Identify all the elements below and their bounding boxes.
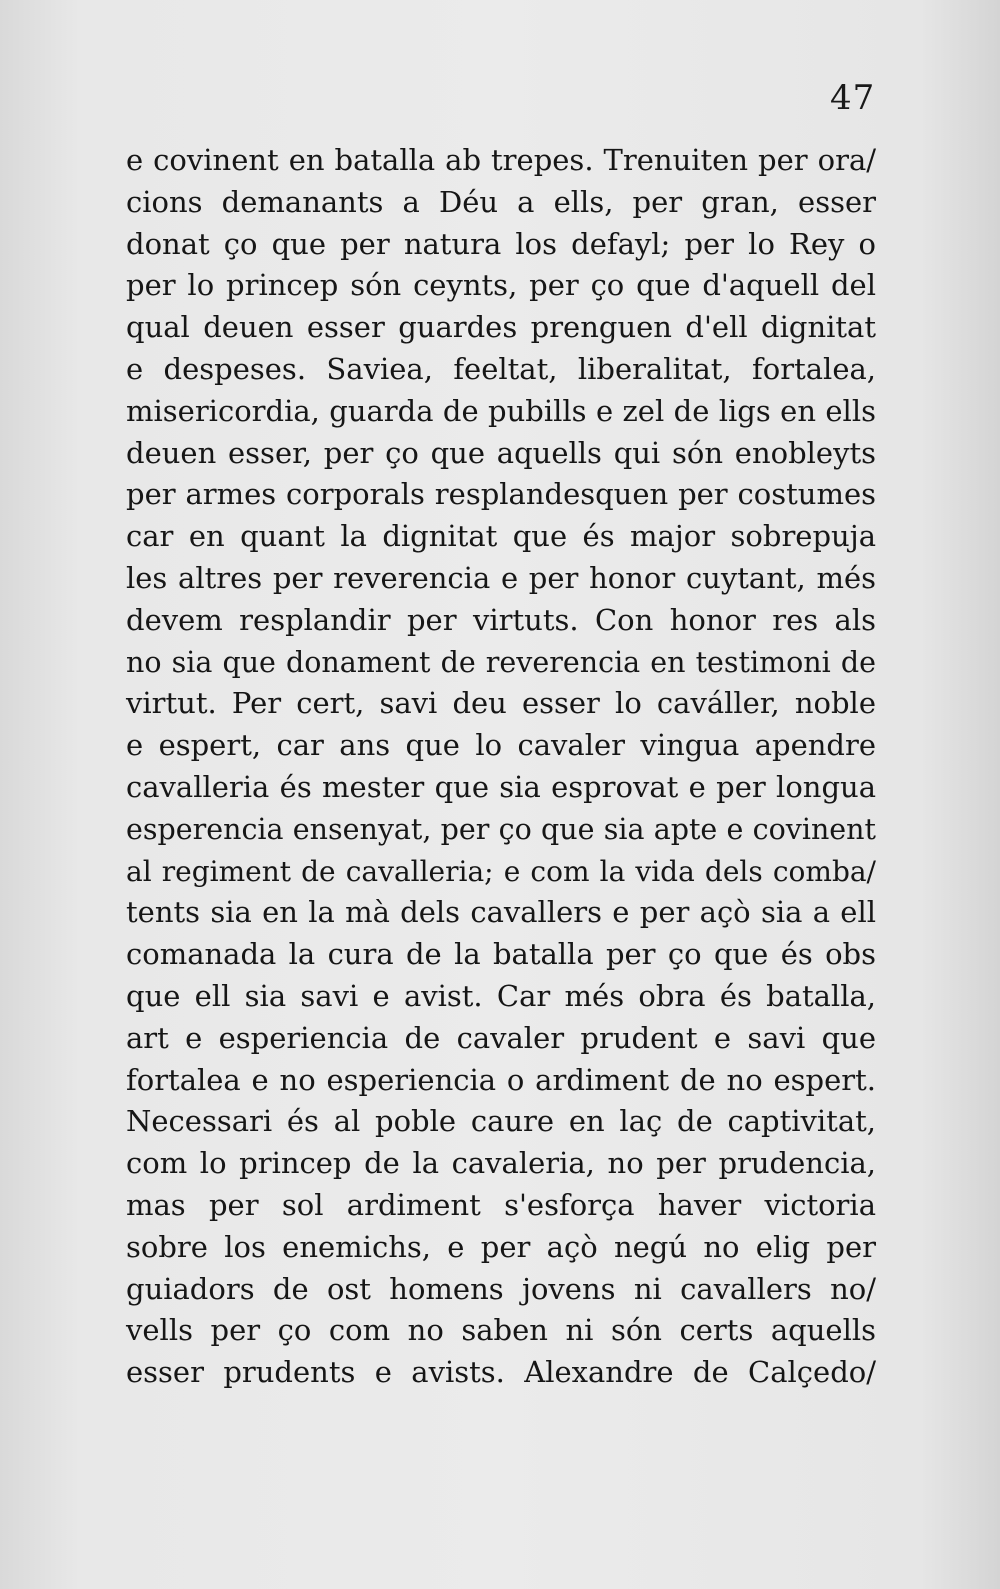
text-line: fortalea e no esperiencia o ardiment de no espert.: [126, 1062, 876, 1097]
text-line: com lo princep de la cavaleria, no per prudencia,: [126, 1146, 876, 1181]
text-line: les altres per reverencia e per honor cuytant, més: [126, 560, 876, 595]
text-line: vells per ço com no saben ni són certs aquells: [126, 1313, 876, 1348]
text-line: per lo princep són ceynts, per ço que d'aquell del: [126, 268, 876, 303]
text-line: donat ço que per natura los defayl; per lo Rey o: [126, 226, 876, 261]
text-line: cions demanants a Déu a ells, per gran, esser: [126, 184, 876, 219]
text-line: car en quant la dignitat que és major sobrepuja: [126, 519, 876, 554]
text-line: art e esperiencia de cavaler prudent e savi que: [126, 1020, 876, 1055]
text-line: e despeses. Saviea, feeltat, liberalitat, fortalea,: [126, 351, 876, 386]
text-line: Necessari és al poble caure en laç de captivitat,: [126, 1104, 876, 1139]
text-line: no sia que donament de reverencia en testimoni de: [126, 645, 876, 679]
body-text: [126, 140, 876, 1394]
text-line: tents sia en la mà dels cavallers e per açò sia a ell: [126, 895, 876, 930]
text-line: e espert, car ans que lo cavaler vingua apendre: [126, 728, 876, 763]
text-line: guiadors de ost homens jovens ni cavallers no/: [126, 1271, 876, 1306]
text-line: deuen esser, per ço que aquells qui són enobleyts: [126, 435, 876, 470]
text-line: que ell sia savi e avist. Car més obra és batalla,: [126, 978, 876, 1013]
text-line: comanada la cura de la batalla per ço que és obs: [126, 937, 876, 972]
page-number: 47: [830, 78, 876, 118]
text-line: cavalleria és mester que sia esprovat e per longua: [126, 769, 876, 804]
text-line: esser prudents e avists. Alexandre de Calçedo/: [126, 1355, 876, 1390]
text-line: sobre los enemichs, e per açò negú no elig per: [126, 1229, 876, 1264]
text-line: esperencia ensenyat, per ço que sia apte e covinent: [126, 812, 876, 846]
text-line: al regiment de cavalleria; e com la vida dels comba/: [126, 854, 876, 888]
text-line: devem resplandir per virtuts. Con honor res als: [126, 602, 876, 637]
text-line: qual deuen esser guardes prenguen d'ell dignitat: [126, 310, 876, 345]
text-line: mas per sol ardiment s'esforça haver victoria: [126, 1187, 876, 1222]
text-line: virtut. Per cert, savi deu esser lo caváller, noble: [126, 686, 876, 721]
text-line: e covinent en batalla ab trepes. Trenuiten per ora/: [126, 143, 876, 177]
text-line: per armes corporals resplandesquen per costumes: [126, 477, 876, 512]
text-line: misericordia, guarda de pubills e zel de ligs en ells: [126, 393, 876, 428]
